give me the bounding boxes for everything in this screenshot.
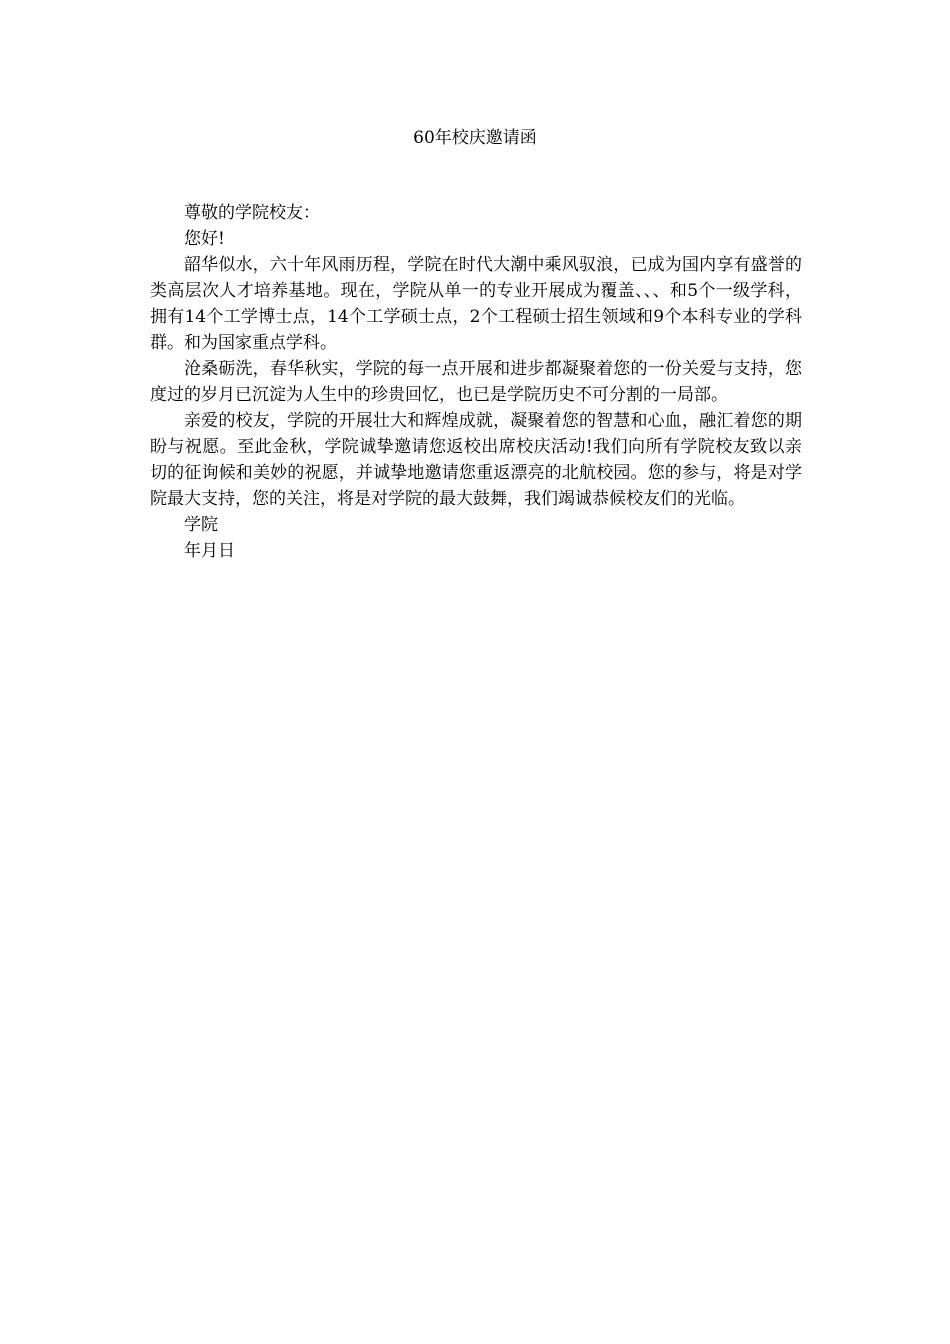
date-line: 年月日	[184, 541, 235, 561]
paragraph: 沧桑砺洗，春华秋实，学院的每一点开展和进步都凝聚着您的一份关爱与支持，您度过的岁月已沉淀为人生中的珍贵回忆，也已是学院历史不可分割的一局部。	[150, 359, 802, 405]
salutation: 尊敬的学院校友：	[184, 203, 320, 223]
paragraph: 亲爱的校友，学院的开展壮大和辉煌成就，凝聚着您的智慧和心血，融汇着您的期盼与祝愿。至此金秋，学院诚挚邀请您返校出席校庆活动!我们向所有学院校友致以亲切的征询候和美妙的祝愿，并诚挚地邀请您重返漂亮的北航校园。您的参与，将是对学院最大支持，您的关注，将是对学院的最大鼓舞，我们竭诚恭候校友们的光临。	[150, 411, 802, 509]
signature: 学院	[184, 515, 218, 535]
letter-body	[150, 200, 802, 564]
paragraph: 韶华似水，六十年风雨历程，学院在时代大潮中乘风驭浪，已成为国内享有盛誉的类高层次人才培养基地。现在，学院从单一的专业开展成为覆盖、、、和5个一级学科，拥有14个工学博士点，14个工学硕士点，2个工程硕士招生领域和9个本科专业的学科群。和为国家重点学科。	[150, 255, 802, 353]
document-title: 60年校庆邀请函	[413, 128, 537, 148]
greeting: 您好!	[184, 229, 225, 249]
